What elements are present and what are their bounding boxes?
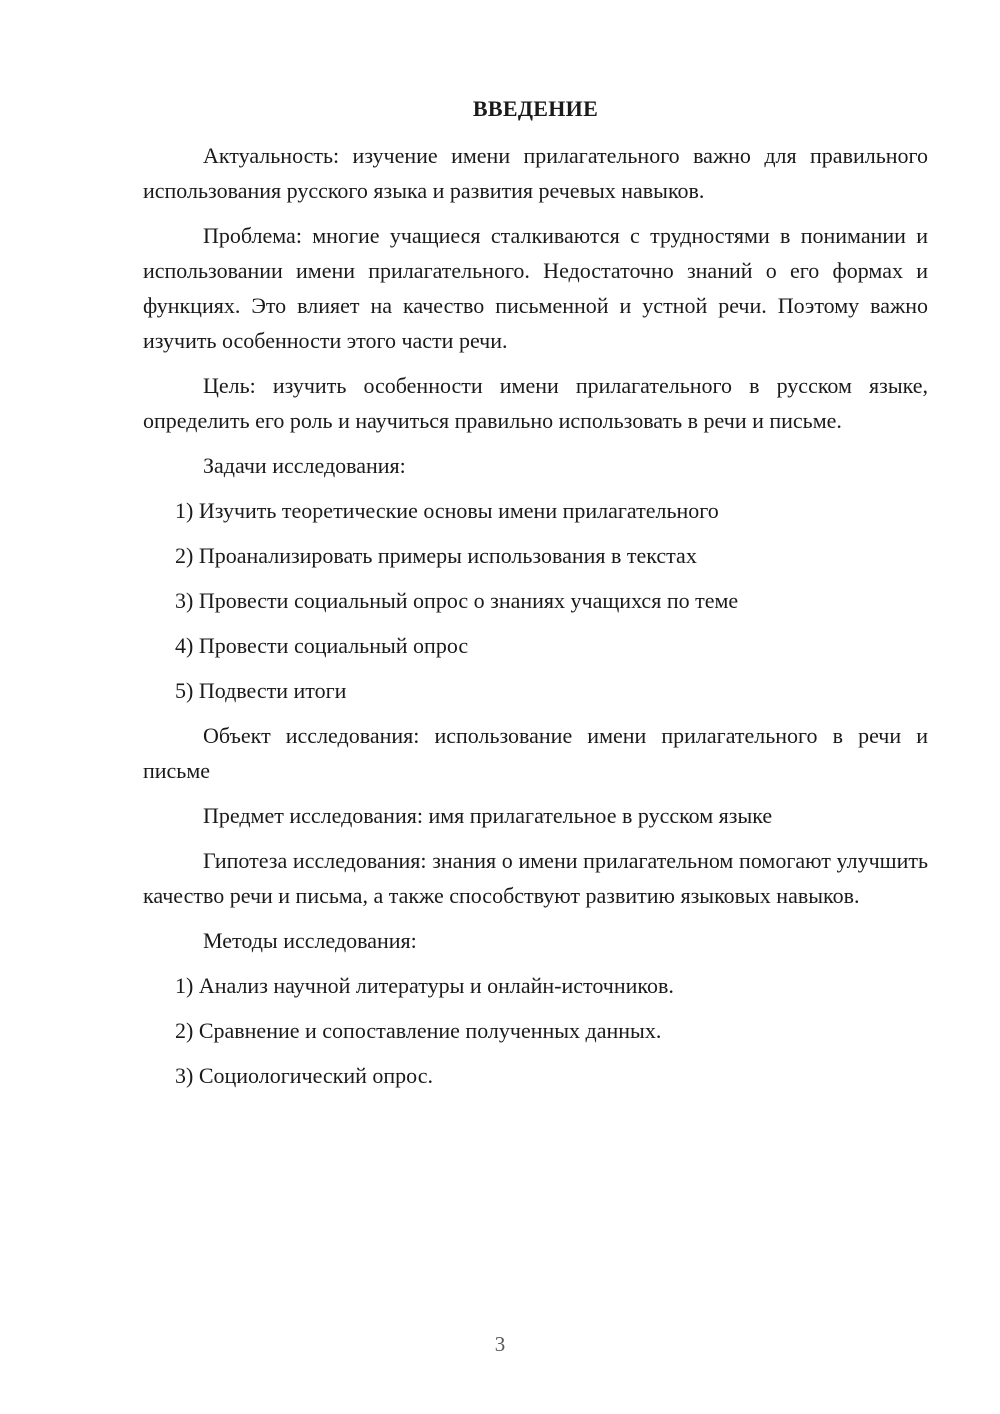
list-item: 1) Анализ научной литературы и онлайн-источников. (175, 973, 674, 998)
list-item: 5) Подвести итоги (175, 678, 347, 703)
document-page (143, 92, 928, 1103)
paragraph-problem: Проблема: многие учащиеся сталкиваются с трудностями в понимании и использовании имени прилагательного. Недостаточно знаний о его формах и функциях. Это влияет на качество письменной и устной речи. Поэтому важно изучить особенности этого части речи. (143, 223, 928, 353)
paragraph-relevance: Актуальность: изучение имени прилагательного важно для правильного использования русского языка и развития речевых навыков. (143, 143, 928, 203)
paragraph-hypothesis: Гипотеза исследования: знания о имени прилагательном помогают улучшить качество речи и письма, а также способствуют развитию языковых навыков. (143, 848, 928, 908)
list-item: 3) Социологический опрос. (175, 1063, 433, 1088)
document-title: ВВЕДЕНИЕ (472, 96, 599, 121)
tasks-list (143, 493, 928, 708)
list-item: 1) Изучить теоретические основы имени прилагательного (175, 498, 719, 523)
methods-heading: Методы исследования: (203, 928, 417, 953)
list-item: 2) Сравнение и сопоставление полученных данных. (175, 1018, 662, 1043)
methods-list (143, 968, 928, 1093)
page-number: 3 (494, 1332, 506, 1356)
list-item: 4) Провести социальный опрос (175, 633, 469, 658)
list-item: 2) Проанализировать примеры использования в текстах (175, 543, 697, 568)
paragraph-object: Объект исследования: использование имени прилагательного в речи и письме (143, 723, 928, 783)
paragraph-goal: Цель: изучить особенности имени прилагательного в русском языке, определить его роль и научиться правильно использовать в речи и письме. (143, 373, 928, 433)
tasks-heading: Задачи исследования: (203, 453, 406, 478)
list-item: 3) Провести социальный опрос о знаниях учащихся по теме (175, 588, 739, 613)
paragraph-subject: Предмет исследования: имя прилагательное в русском языке (203, 803, 773, 828)
